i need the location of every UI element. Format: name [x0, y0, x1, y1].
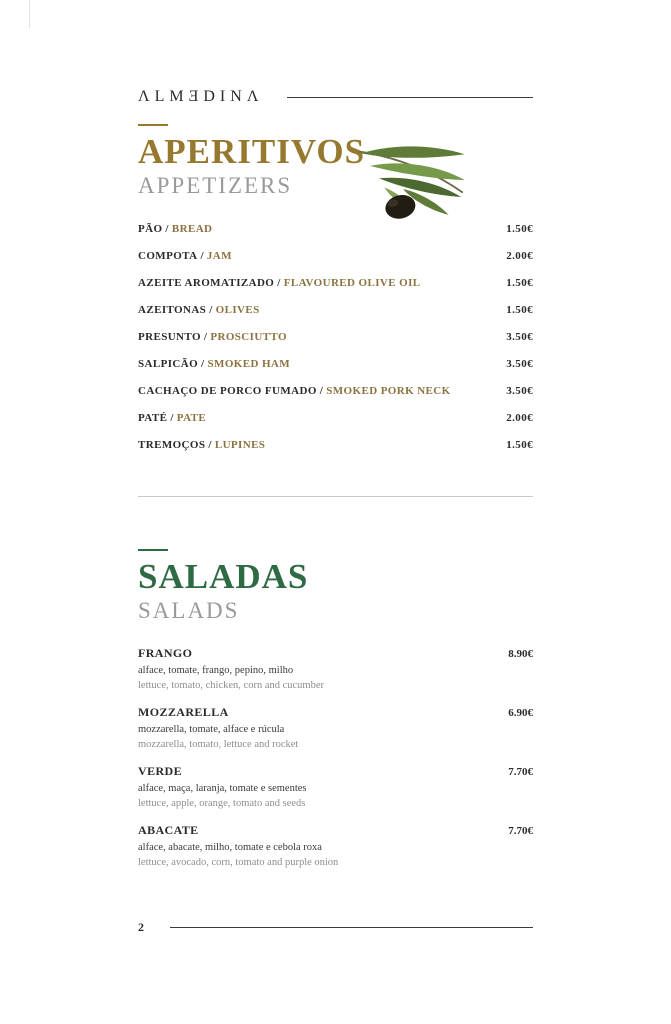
item-name-separator: / — [165, 223, 169, 235]
salad-head — [138, 823, 533, 838]
item-name-pt: AZEITONAS — [138, 304, 207, 316]
item-name-en: LUPINES — [214, 439, 266, 451]
section-subtitle-appetizers: APPETIZERS — [138, 173, 293, 198]
item-name — [138, 412, 206, 424]
menu-item-row — [138, 304, 533, 331]
item-price: 1.50€ — [506, 439, 533, 451]
item-name — [138, 277, 421, 289]
salad-item — [138, 764, 533, 810]
salad-item — [138, 646, 533, 692]
section-title-saladas: SALADAS — [138, 557, 309, 596]
item-name-pt: PATÉ — [138, 412, 168, 424]
salad-price: 6.90€ — [508, 707, 533, 719]
item-name — [138, 358, 290, 370]
section-title-aperitivos: APERITIVOS — [138, 132, 366, 171]
salad-description-pt: alface, maça, laranja, tomate e sementes — [138, 783, 307, 794]
page-footer — [138, 920, 533, 935]
item-name — [138, 223, 212, 235]
menu-item-row — [138, 439, 533, 466]
menu-item-row — [138, 250, 533, 277]
item-name-separator: / — [209, 304, 213, 316]
olive-branch-image — [354, 140, 470, 230]
section-dash-green — [138, 549, 168, 551]
menu-item-row — [138, 385, 533, 412]
menu-item-row — [138, 358, 533, 385]
section-saladas — [138, 549, 533, 869]
item-price: 3.50€ — [506, 385, 533, 397]
page-crop-mark — [29, 0, 30, 28]
item-price: 3.50€ — [506, 358, 533, 370]
salad-description-pt: mozzarella, tomate, alface e rúcula — [138, 724, 285, 735]
salad-head — [138, 705, 533, 720]
salad-list — [138, 646, 533, 869]
salad-name: ABACATE — [138, 823, 199, 837]
salad-price: 7.70€ — [508, 766, 533, 778]
page-number: 2 — [138, 920, 144, 934]
salad-head — [138, 764, 533, 779]
item-name-en: FLAVOURED OLIVE OIL — [283, 277, 421, 289]
menu-item-row — [138, 331, 533, 358]
item-price: 2.00€ — [506, 250, 533, 262]
item-name-pt: SALPICÃO — [138, 358, 199, 370]
section-subtitle-salads: SALADS — [138, 598, 240, 623]
item-name-en: BREAD — [171, 223, 213, 235]
menu-item-row — [138, 223, 533, 250]
salad-description-en: lettuce, apple, orange, tomato and seeds — [138, 798, 306, 809]
item-name — [138, 304, 260, 316]
salad-name: VERDE — [138, 764, 183, 778]
section-dash-gold — [138, 124, 168, 126]
item-name-en: PATE — [176, 412, 207, 424]
item-name-separator: / — [203, 331, 208, 343]
brand-logo: ΛLMƎDINΛ — [138, 88, 264, 105]
appetizer-list — [138, 223, 533, 466]
salad-price: 8.90€ — [508, 648, 533, 660]
item-name-separator: / — [277, 277, 281, 289]
salad-item — [138, 705, 533, 751]
salad-description-en: lettuce, tomato, chicken, corn and cucumber — [138, 680, 325, 691]
salad-description-pt: alface, tomate, frango, pepino, milho — [138, 665, 294, 676]
item-name-en: SMOKED PORK NECK — [326, 385, 451, 397]
brand-header — [138, 0, 533, 106]
item-name-separator: / — [170, 412, 174, 424]
item-name-en: PROSCIUTTO — [210, 331, 287, 343]
item-name-pt: PÃO — [138, 223, 163, 235]
item-price: 2.00€ — [506, 412, 533, 424]
menu-item-row — [138, 412, 533, 439]
item-name-pt: AZEITE AROMATIZADO — [138, 277, 275, 289]
item-name-separator: / — [319, 385, 324, 397]
item-name — [138, 331, 287, 343]
item-name — [138, 385, 451, 397]
item-name — [138, 250, 232, 262]
item-name-separator: / — [200, 250, 204, 262]
salad-head — [138, 646, 533, 661]
item-name-pt: PRESUNTO — [138, 331, 201, 343]
item-name-pt: TREMOÇOS — [138, 439, 206, 451]
olive-branch-svg — [354, 140, 470, 230]
item-name-pt: COMPOTA — [138, 250, 198, 262]
salad-description-pt: alface, abacate, milho, tomate e cebola roxa — [138, 842, 322, 853]
salad-item — [138, 823, 533, 869]
salad-name: FRANGO — [138, 646, 193, 660]
salad-price: 7.70€ — [508, 825, 533, 837]
section-aperitivos — [138, 124, 533, 466]
footer-rule — [170, 927, 533, 928]
item-name-en: OLIVES — [215, 304, 260, 316]
item-name — [138, 439, 265, 451]
item-name-pt: CACHAÇO DE PORCO FUMADO — [138, 385, 317, 397]
section-divider — [138, 496, 533, 497]
salad-description-en: lettuce, avocado, corn, tomato and purple onion — [138, 857, 339, 868]
item-name-separator: / — [201, 358, 205, 370]
item-price: 1.50€ — [506, 223, 533, 235]
item-name-en: JAM — [206, 250, 232, 262]
menu-item-row — [138, 277, 533, 304]
item-price: 1.50€ — [506, 277, 533, 289]
item-price: 3.50€ — [506, 331, 533, 343]
salad-name: MOZZARELLA — [138, 705, 229, 719]
brand-rule — [287, 97, 533, 98]
item-price: 1.50€ — [506, 304, 533, 316]
item-name-en: SMOKED HAM — [207, 358, 291, 370]
salad-description-en: mozzarella, tomato, lettuce and rocket — [138, 739, 299, 750]
item-name-separator: / — [208, 439, 212, 451]
